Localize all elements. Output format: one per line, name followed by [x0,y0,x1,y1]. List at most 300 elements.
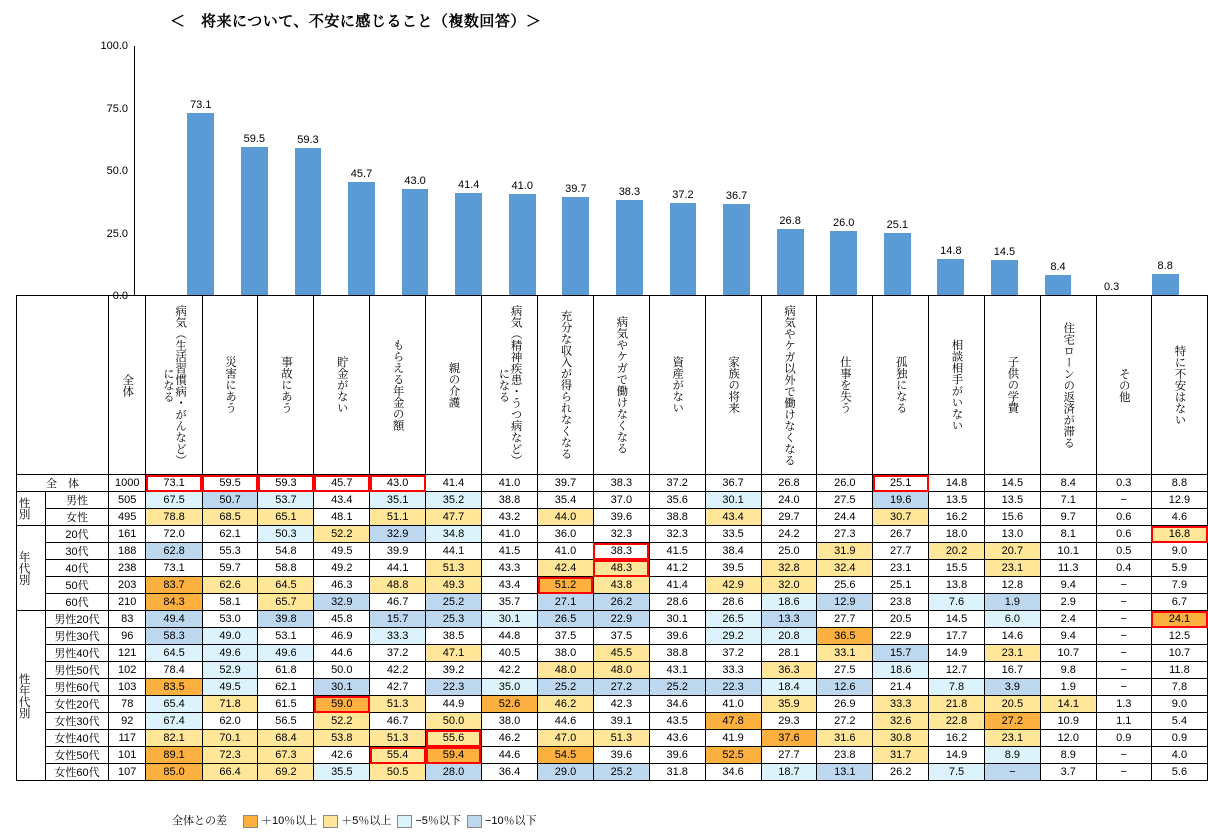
table-cell: 30.7 [873,509,929,526]
table-cell: 50.7 [202,492,258,509]
table-cell: 32.8 [761,560,817,577]
table-cell: 7.8 [929,679,985,696]
y-tick: 0.0 [112,290,128,302]
table-row [17,577,1208,594]
table-cell: − [1096,594,1151,611]
table-cell: − [1096,747,1151,764]
table-cell: 36.0 [538,526,594,543]
row-group-label: 性別 [17,492,46,526]
bar-value-label: 26.8 [779,215,801,227]
table-cell: 51.2 [538,577,594,594]
table-cell: 55.4 [370,747,426,764]
table-cell: 35.1 [370,492,426,509]
table-cell: 25.6 [817,577,873,594]
table-cell: 26.2 [593,594,649,611]
table-cell: 46.9 [314,628,370,645]
table-cell: 48.0 [593,662,649,679]
table-cell: 32.6 [873,713,929,730]
table-cell: 24.2 [761,526,817,543]
table-row [17,764,1208,781]
table-cell: 37.5 [538,628,594,645]
row-n: 495 [108,509,146,526]
row-label: 男性30代 [46,628,109,645]
table-cell: 24.0 [761,492,817,509]
table-row [17,747,1208,764]
row-n: 121 [108,645,146,662]
table-cell: 72.0 [146,526,202,543]
table-cell: 0.5 [1096,543,1151,560]
table-cell: 30.8 [873,730,929,747]
table-cell: 32.9 [314,594,370,611]
bar-value-label: 41.0 [511,179,533,192]
table-cell: 58.1 [202,594,258,611]
table-cell: 42.6 [314,747,370,764]
bar-column [442,46,496,296]
table-cell: 48.3 [593,560,649,577]
table-cell: 13.8 [929,577,985,594]
table-cell: 16.8 [1151,526,1207,543]
table-cell: 31.8 [649,764,705,781]
table-cell: 44.0 [538,509,594,526]
column-header: 災害にあう [202,296,258,475]
bar-column [871,46,925,296]
table-row [17,526,1208,543]
table-cell: 43.1 [649,662,705,679]
table-cell: 20.7 [984,543,1040,560]
table-cell: 73.1 [146,475,202,492]
bar-value-label: 45.7 [350,167,373,180]
table-cell: 38.8 [649,645,705,662]
table-cell: 21.8 [929,696,985,713]
table-cell: 42.9 [705,577,761,594]
table-cell: 12.0 [1040,730,1096,747]
table-cell: 40.5 [481,645,537,662]
table-corner [17,296,109,475]
table-cell: 51.1 [370,509,426,526]
table-cell: 30.1 [705,492,761,509]
table-cell: 62.0 [202,713,258,730]
table-cell: 59.5 [202,475,258,492]
table-cell: 50.0 [314,662,370,679]
table-cell: 31.7 [873,747,929,764]
bar-value-label: 14.8 [940,245,962,257]
table-cell: 32.3 [593,526,649,543]
table-cell: 31.9 [817,543,873,560]
table-cell: 49.4 [146,611,202,628]
bar-column [495,46,549,296]
table-cell: 9.7 [1040,509,1096,526]
row-n: 102 [108,662,146,679]
row-n: 78 [108,696,146,713]
table-cell: 38.3 [593,475,649,492]
y-tick: 25.0 [106,227,128,240]
table-cell: 20.2 [929,543,985,560]
table-cell: 45.7 [314,475,370,492]
bar-column [924,46,978,296]
column-header: 相談相手がいない [929,296,985,475]
table-cell: 36.3 [761,662,817,679]
bar [348,182,375,296]
table-cell: 56.5 [258,713,314,730]
table-cell: 68.5 [202,509,258,526]
bar-value-label: 0.3 [1103,281,1120,294]
table-cell: 5.6 [1151,764,1207,781]
table-cell: 43.0 [370,475,426,492]
table-cell: 34.6 [705,764,761,781]
table-cell: 25.2 [593,764,649,781]
table-cell: 20.5 [873,611,929,628]
table-cell: − [1096,662,1151,679]
table-cell: 89.1 [146,747,202,764]
table-cell: − [984,764,1040,781]
bar [187,113,214,296]
table-cell: 46.3 [314,577,370,594]
table-cell: − [1096,764,1151,781]
table-cell: 35.9 [761,696,817,713]
table-cell: 58.3 [146,628,202,645]
table-cell: 12.6 [817,679,873,696]
table-cell: 0.6 [1096,509,1151,526]
table-cell: 39.5 [705,560,761,577]
table-cell: 27.2 [984,713,1040,730]
row-label: 60代 [46,594,109,611]
table-cell: 4.0 [1151,747,1207,764]
table-cell: 35.6 [649,492,705,509]
bar [991,260,1018,296]
y-axis [16,40,134,302]
table-cell: 22.3 [426,679,482,696]
table-cell: 39.6 [649,628,705,645]
table-cell: 48.8 [370,577,426,594]
table-cell: 20.8 [761,628,817,645]
legend-title: 全体との差 [172,815,227,827]
bar-value-label: 8.8 [1157,260,1173,272]
table-cell: 43.5 [649,713,705,730]
table-cell: 41.0 [481,526,537,543]
table-cell: 55.6 [426,730,482,747]
table-cell: 44.6 [538,713,594,730]
table-cell: 6.0 [984,611,1040,628]
table-cell: 49.5 [314,543,370,560]
legend [172,812,537,828]
plot-area [135,46,1192,296]
table-cell: 67.5 [146,492,202,509]
table-cell: 19.6 [873,492,929,509]
table-cell: 10.7 [1040,645,1096,662]
table-cell: 9.4 [1040,577,1096,594]
table-cell: 34.6 [649,696,705,713]
bar-value-label: 14.5 [993,245,1016,258]
column-header: もらえる年金の額 [370,296,426,475]
table-cell: 25.2 [649,679,705,696]
bar-column [388,46,442,296]
table-cell: 30.1 [649,611,705,628]
row-label: 女性60代 [46,764,109,781]
table-cell: 28.6 [649,594,705,611]
table-cell: 43.2 [481,509,537,526]
bar-column [174,46,228,296]
table-cell: 28.1 [761,645,817,662]
table-cell: 55.3 [202,543,258,560]
table-cell: 43.3 [481,560,537,577]
table-row [17,475,1208,492]
table-cell: 48.0 [538,662,594,679]
row-n: 210 [108,594,146,611]
bar [670,203,697,296]
bar [616,200,643,296]
bar [1045,275,1072,296]
row-label: 男性20代 [46,611,109,628]
table-cell: 43.4 [481,577,537,594]
table-cell: 38.5 [426,628,482,645]
table-cell: 62.1 [258,679,314,696]
table-cell: 38.8 [649,509,705,526]
bar [295,148,322,296]
legend-item-plus5: ＋5％以上 [323,812,391,828]
bar [562,197,589,296]
table-cell: 22.9 [593,611,649,628]
table-cell: 27.1 [538,594,594,611]
table-row [17,645,1208,662]
y-tick: 50.0 [106,165,128,177]
table-cell: 41.0 [538,543,594,560]
y-tick: 100.0 [100,40,128,52]
bar-value-label: 59.5 [243,133,266,146]
table-cell: 44.1 [426,543,482,560]
table-cell: 67.4 [146,713,202,730]
table-cell: 46.7 [370,713,426,730]
table-cell: 42.2 [370,662,426,679]
table-cell: 8.9 [1040,747,1096,764]
table-cell: 44.8 [481,628,537,645]
bar [455,193,482,297]
table-cell: 37.0 [593,492,649,509]
bar [937,259,964,296]
table-cell: 32.0 [761,577,817,594]
table-cell: 37.2 [649,475,705,492]
table-cell: 33.1 [817,645,873,662]
table-cell: 10.7 [1151,645,1207,662]
table-cell: 33.3 [873,696,929,713]
table-cell: 39.6 [593,509,649,526]
table-cell: 32.4 [817,560,873,577]
table-cell: 22.8 [929,713,985,730]
table-cell: 43.6 [649,730,705,747]
table-cell: 7.8 [1151,679,1207,696]
table-cell: 53.1 [258,628,314,645]
table-cell: 1.3 [1096,696,1151,713]
bar [884,233,911,296]
column-header: 子供の学費 [984,296,1040,475]
table-cell: 42.3 [593,696,649,713]
table-cell: 47.1 [426,645,482,662]
table-cell: 18.4 [761,679,817,696]
table-cell: 20.5 [984,696,1040,713]
bar [509,194,536,297]
table-cell: 0.4 [1096,560,1151,577]
table-cell: 49.6 [258,645,314,662]
table-cell: 27.7 [761,747,817,764]
table-cell: 82.1 [146,730,202,747]
table-cell: 24.4 [817,509,873,526]
y-tick: 75.0 [106,102,128,115]
bar-value-label: 41.4 [457,178,480,191]
table-cell: 8.1 [1040,526,1096,543]
table-cell: 43.4 [314,492,370,509]
table-cell: 24.1 [1151,611,1207,628]
table-cell: 51.3 [370,696,426,713]
table-cell: − [1096,628,1151,645]
table-cell: 66.4 [202,764,258,781]
table-cell: 13.0 [984,526,1040,543]
table-cell: 85.0 [146,764,202,781]
column-header: 特に不安はない [1151,296,1207,475]
row-label: 男性 [46,492,109,509]
table-cell: 12.7 [929,662,985,679]
table-row [17,611,1208,628]
table-cell: 26.9 [817,696,873,713]
table-cell: 29.7 [761,509,817,526]
row-n: 96 [108,628,146,645]
table-cell: 8.9 [984,747,1040,764]
legend-item-minus5: −5％以下 [397,812,461,828]
row-label: 女性40代 [46,730,109,747]
table-cell: 52.6 [481,696,537,713]
table-cell: − [1096,611,1151,628]
bar-column [978,46,1032,296]
table-cell: 0.3 [1096,475,1151,492]
table-cell: 41.2 [649,560,705,577]
table-row [17,594,1208,611]
row-n: 103 [108,679,146,696]
table-cell: 25.2 [426,594,482,611]
table-cell: 51.3 [593,730,649,747]
row-n: 117 [108,730,146,747]
column-header: 貯金がない [314,296,370,475]
table-cell: 1.9 [1040,679,1096,696]
table-cell: 59.3 [258,475,314,492]
bar-column [281,46,335,296]
table-cell: 34.8 [426,526,482,543]
table-cell: 23.8 [817,747,873,764]
table-cell: 26.8 [761,475,817,492]
table-cell: 33.3 [705,662,761,679]
table-cell: 0.9 [1096,730,1151,747]
table-cell: 10.9 [1040,713,1096,730]
table-cell: 21.4 [873,679,929,696]
bar-value-label: 39.7 [565,182,587,195]
table-cell: 23.1 [984,730,1040,747]
table-row [17,713,1208,730]
table-row [17,509,1208,526]
table-cell: 52.9 [202,662,258,679]
table-cell: 7.5 [929,764,985,781]
table-cell: 10.1 [1040,543,1096,560]
table-cell: − [1096,492,1151,509]
table-cell: 35.7 [481,594,537,611]
bar-column [1085,46,1139,296]
table-cell: 67.3 [258,747,314,764]
table-cell: 14.9 [929,747,985,764]
table-cell: 13.5 [984,492,1040,509]
table-cell: 16.2 [929,730,985,747]
row-label: 女性30代 [46,713,109,730]
bar-column [1138,46,1192,296]
table-cell: 38.0 [481,713,537,730]
table-cell: 50.5 [370,764,426,781]
table-cell: 83.7 [146,577,202,594]
bar-column [656,46,710,296]
table-cell: 42.2 [481,662,537,679]
table-cell: 53.8 [314,730,370,747]
column-header: その他 [1096,296,1151,475]
bar-value-label: 25.1 [886,219,908,232]
table-cell: 43.8 [593,577,649,594]
table-row [17,492,1208,509]
row-label: 男性60代 [46,679,109,696]
table-cell: 14.5 [929,611,985,628]
table-cell: 30.1 [314,679,370,696]
table-cell: 25.0 [761,543,817,560]
table-cell: 51.3 [426,560,482,577]
table-cell: 7.6 [929,594,985,611]
table-cell: 47.0 [538,730,594,747]
table-cell: 43.4 [705,509,761,526]
table-cell: 41.5 [481,543,537,560]
table-cell: 26.5 [538,611,594,628]
row-label: 男性50代 [46,662,109,679]
row-label: 女性20代 [46,696,109,713]
table-cell: 9.0 [1151,696,1207,713]
table-cell: 27.5 [817,492,873,509]
table-cell: 46.2 [481,730,537,747]
table-cell: 0.6 [1096,526,1151,543]
table-cell: 41.5 [649,543,705,560]
table-cell: 46.7 [370,594,426,611]
bar-column [817,46,871,296]
table-cell: 18.6 [873,662,929,679]
row-n: 203 [108,577,146,594]
table-cell: 52.5 [705,747,761,764]
table-cell: 39.7 [538,475,594,492]
table-cell: 32.9 [370,526,426,543]
column-header: 親の介護 [426,296,482,475]
table-cell: 18.7 [761,764,817,781]
table-cell: 83.5 [146,679,202,696]
table-cell: 3.7 [1040,764,1096,781]
table-cell: 73.1 [146,560,202,577]
table-cell: 36.5 [817,628,873,645]
table-cell: 14.9 [929,645,985,662]
table-cell: 23.8 [873,594,929,611]
table-cell: 7.9 [1151,577,1207,594]
column-header: 充分な収入が得られなくなる [538,296,594,475]
table-cell: 27.7 [817,611,873,628]
row-n: 101 [108,747,146,764]
table-cell: 39.1 [593,713,649,730]
table-cell: 6.7 [1151,594,1207,611]
table-cell: 39.9 [370,543,426,560]
table-cell: 41.0 [481,475,537,492]
table-cell: 52.2 [314,526,370,543]
table-cell: 65.4 [146,696,202,713]
table-cell: 65.7 [258,594,314,611]
table-cell: 35.4 [538,492,594,509]
table-cell: 49.3 [426,577,482,594]
table-cell: 46.2 [538,696,594,713]
row-n: 188 [108,543,146,560]
bar [1152,274,1179,296]
